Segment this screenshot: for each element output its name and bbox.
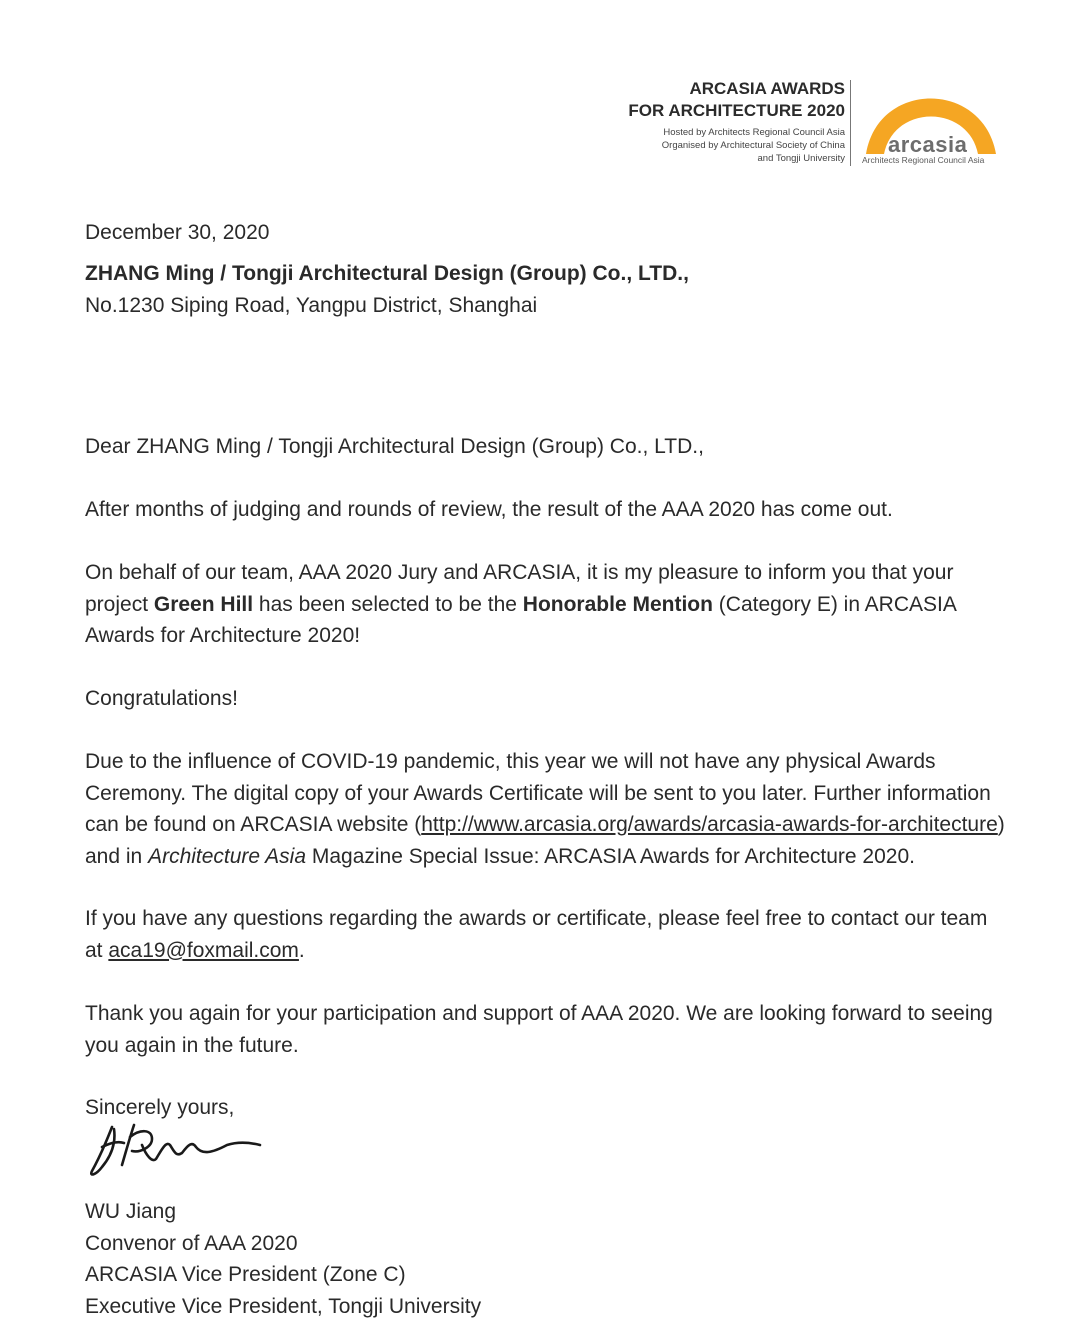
award-text-c: (Category E) in ARCASIA Awards for Architecture 2020! [85, 593, 956, 648]
covid-text-b: ) and in [85, 813, 1005, 868]
award-name: Honorable Mention [523, 593, 713, 616]
congratulations: Congratulations! [85, 683, 1005, 715]
signature-block [85, 1196, 1005, 1322]
magazine-name: Architecture Asia [148, 845, 306, 868]
letter-date: December 30, 2020 [85, 217, 1005, 249]
award-title-line1: ARCASIA AWARDS [515, 78, 845, 100]
signer-name: WU Jiang [85, 1196, 1005, 1228]
project-name: Green Hill [154, 593, 253, 616]
arcasia-logo [858, 86, 1003, 172]
paragraph-contact [85, 903, 1005, 966]
paragraph-award [85, 557, 1005, 652]
recipient-name: ZHANG Ming / Tongji Architectural Design (Group) Co., LTD., [85, 258, 1005, 290]
closing: Sincerely yours, [85, 1092, 1005, 1124]
logo-subtitle: Architects Regional Council Asia [862, 155, 984, 165]
contact-text-b: . [299, 939, 305, 962]
signer-title-3: Executive Vice President, Tongji University [85, 1291, 1005, 1322]
paragraph-covid [85, 746, 1005, 872]
handwritten-signature [82, 1115, 272, 1185]
contact-text-a: If you have any questions regarding the awards or certificate, please feel free to contact our team at [85, 907, 987, 962]
award-header [515, 78, 845, 165]
award-title-line2: FOR ARCHITECTURE 2020 [515, 100, 845, 122]
award-host-line1: Hosted by Architects Regional Council Asia [515, 126, 845, 139]
signer-title-1: Convenor of AAA 2020 [85, 1228, 1005, 1260]
recipient-block [85, 258, 1005, 321]
salutation: Dear ZHANG Ming / Tongji Architectural Design (Group) Co., LTD., [85, 431, 1005, 463]
award-host-line3: and Tongji University [515, 152, 845, 165]
paragraph-result: After months of judging and rounds of review, the result of the AAA 2020 has come out. [85, 494, 1005, 526]
arcasia-website-link[interactable]: http://www.arcasia.org/awards/arcasia-awards-for-architecture [421, 813, 998, 836]
award-text-a: On behalf of our team, AAA 2020 Jury and ARCASIA, it is my pleasure to inform you that your project [85, 561, 953, 616]
covid-text-c: Magazine Special Issue: ARCASIA Awards for Architecture 2020. [306, 845, 915, 868]
contact-email-link[interactable]: aca19@foxmail.com [108, 939, 299, 962]
paragraph-thanks: Thank you again for your participation and support of AAA 2020. We are looking forward to seeing you again in the future. [85, 998, 1005, 1061]
signer-title-2: ARCASIA Vice President (Zone C) [85, 1259, 1005, 1291]
covid-text-a: Due to the influence of COVID-19 pandemic, this year we will not have any physical Awards Ceremony. The digital copy of your Awards Certificate will be sent to you later. Further information can be found on ARCASIA website ( [85, 750, 991, 836]
header-divider [850, 80, 851, 166]
logo-word: arcasia [888, 132, 967, 158]
award-host-line2: Organised by Architectural Society of China [515, 139, 845, 152]
recipient-address: No.1230 Siping Road, Yangpu District, Shanghai [85, 290, 1005, 322]
award-text-b: has been selected to be the [253, 593, 523, 616]
